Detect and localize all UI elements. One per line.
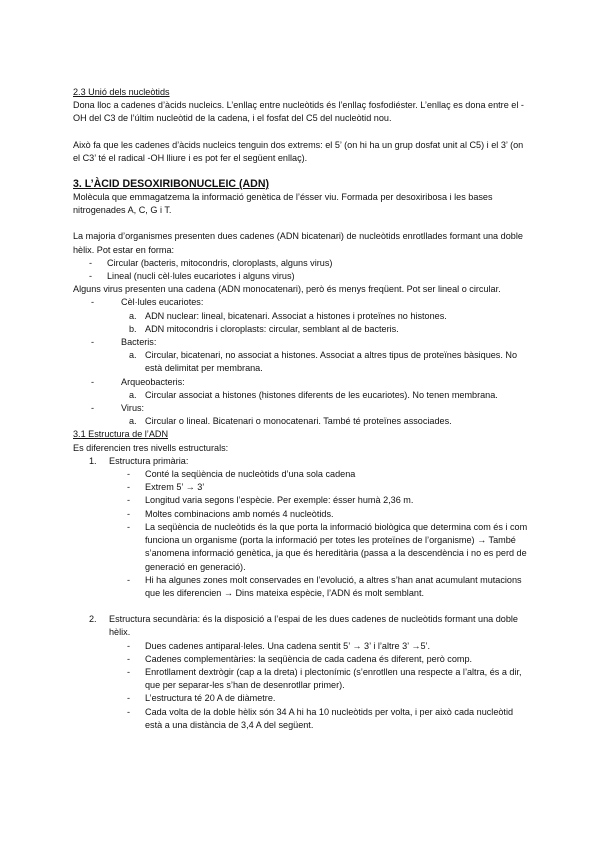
list-subitem: - Longitud varia segons l’espècie. Per exemple: ésser humà 2,36 m. (127, 495, 414, 506)
list-subitem: a. ADN nuclear: lineal, bicatenari. Associat a histones i proteïnes no histones. (129, 310, 447, 321)
numbered-item: 1. Estructura primària: (89, 455, 189, 466)
paragraph: Es diferencien tres nivells estructurals: (73, 442, 229, 453)
list-subitem: - Cada volta de la doble hèlix són 34 A hi ha 10 nucleòtids per volta, i per això cada nucleòtid està a una distància de 3,4 A del següent. (127, 706, 514, 730)
list-subitem: - Extrem 5’ → 3’ (127, 482, 205, 493)
paragraph: Molècula que emmagatzema la informació genètica de l’ésser viu. Formada per desoxiribosa i les bases nitrogenades A, C, G i T. (73, 192, 493, 216)
list-subitem: a. Circular associat a histones (histones diferents de les eucariotes). No tenen membrana. (129, 389, 498, 400)
paragraph: Alguns virus presenten una cadena (ADN monocatenari), però és menys freqüent. Pot ser lineal o circular. (73, 284, 501, 295)
paragraph: La majoria d’organismes presenten dues cadenes (ADN bicatenari) de nucleòtids enrotllades formant una doble hèlix. Pot estar en forma: (73, 231, 523, 255)
list-subitem: - Cadenes complementàries: la seqüència de cada cadena és diferent, però comp. (127, 653, 473, 664)
section-heading-3-1: 3.1 Estructura de l’ADN (73, 429, 169, 440)
list-item: - Arqueobacteris: (91, 376, 185, 387)
section-heading-3: 3. L’ÀCID DESOXIRIBONUCLEIC (ADN) (73, 178, 269, 191)
list-item: - Bacteris: (91, 337, 157, 348)
section-heading-2-3: 2.3 Unió dels nucleòtids (73, 87, 170, 97)
list-subitem: - La seqüència de nucleòtids és la que porta la informació biològica que determina com és i com funciona un organisme (porta la informació per totes les proteïnes de l’organisme) → També s’anomena informació genètica, ja que és hereditària (passa a la descendència i no es perd de generació en generació). (127, 521, 528, 572)
list-subitem: - Conté la seqüència de nucleòtids d’una sola cadena (127, 469, 356, 480)
list-subitem: - L’estructura té 20 A de diàmetre. (127, 693, 276, 704)
list-subitem: - Moltes combinacions amb només 4 nucleòtids. (127, 508, 334, 519)
list-subitem: b. ADN mitocondris i cloroplasts: circular, semblant al de bacteris. (129, 323, 399, 334)
list-item: - Cèl·lules eucariotes: (91, 297, 204, 308)
paragraph: Això fa que les cadenes d’àcids nucleics tenguin dos extrems: el 5’ (on hi ha un grup dosfat unit al C5) i el 3’ (on el C3’ té el radical -OH lliure i es pot fer el següent enllaç). (73, 139, 524, 163)
list-subitem: a. Circular, bicatenari, no associat a histones. Associat a altres tipus de proteïnes bàsiques. No està delimitat per membrana. (129, 350, 518, 374)
list-subitem: - Enrotllament dextrògir (cap a la dreta) i plectonímic (s’enrotllen una respecte a l’altra, és a dir, que per separar-les s’han de desenrotllar primer). (127, 666, 522, 691)
list-subitem: - Hi ha algunes zones molt conservades en l’evolució, a altres s’han anat acumulant mutacions que les diferencien → Dins mateixa espècie, l’ADN és molt semblant. (127, 574, 522, 598)
numbered-item: 2. Estructura secundària: és la disposició a l’espai de les dues cadenes de nucleòtids formant una doble hèlix. (89, 614, 518, 638)
list-subitem: a. Circular o lineal. Bicatenari o monocatenari. També té proteïnes associades. (129, 416, 452, 427)
list-item: - Circular (bacteris, mitocondris, cloroplasts, alguns virus) (89, 257, 333, 268)
list-item: - Lineal (nucli cèl·lules eucariotes i alguns virus) (89, 271, 295, 282)
paragraph: Dona lloc a cadenes d’àcids nucleics. L’enllaç entre nucleòtids és l’enllaç fosfodiéster. L’enllaç es dona entre el -OH del C3 de l’últim nucleòtid de la cadena, i el fosfat del C5 del nucleòtid nou. (73, 100, 524, 124)
list-subitem: - Dues cadenes antiparal·leles. Una cadena sentit 5’ → 3’ i l’altre 3’ →5’. (127, 640, 431, 651)
document-page (73, 86, 528, 732)
list-item: - Virus: (91, 403, 145, 414)
